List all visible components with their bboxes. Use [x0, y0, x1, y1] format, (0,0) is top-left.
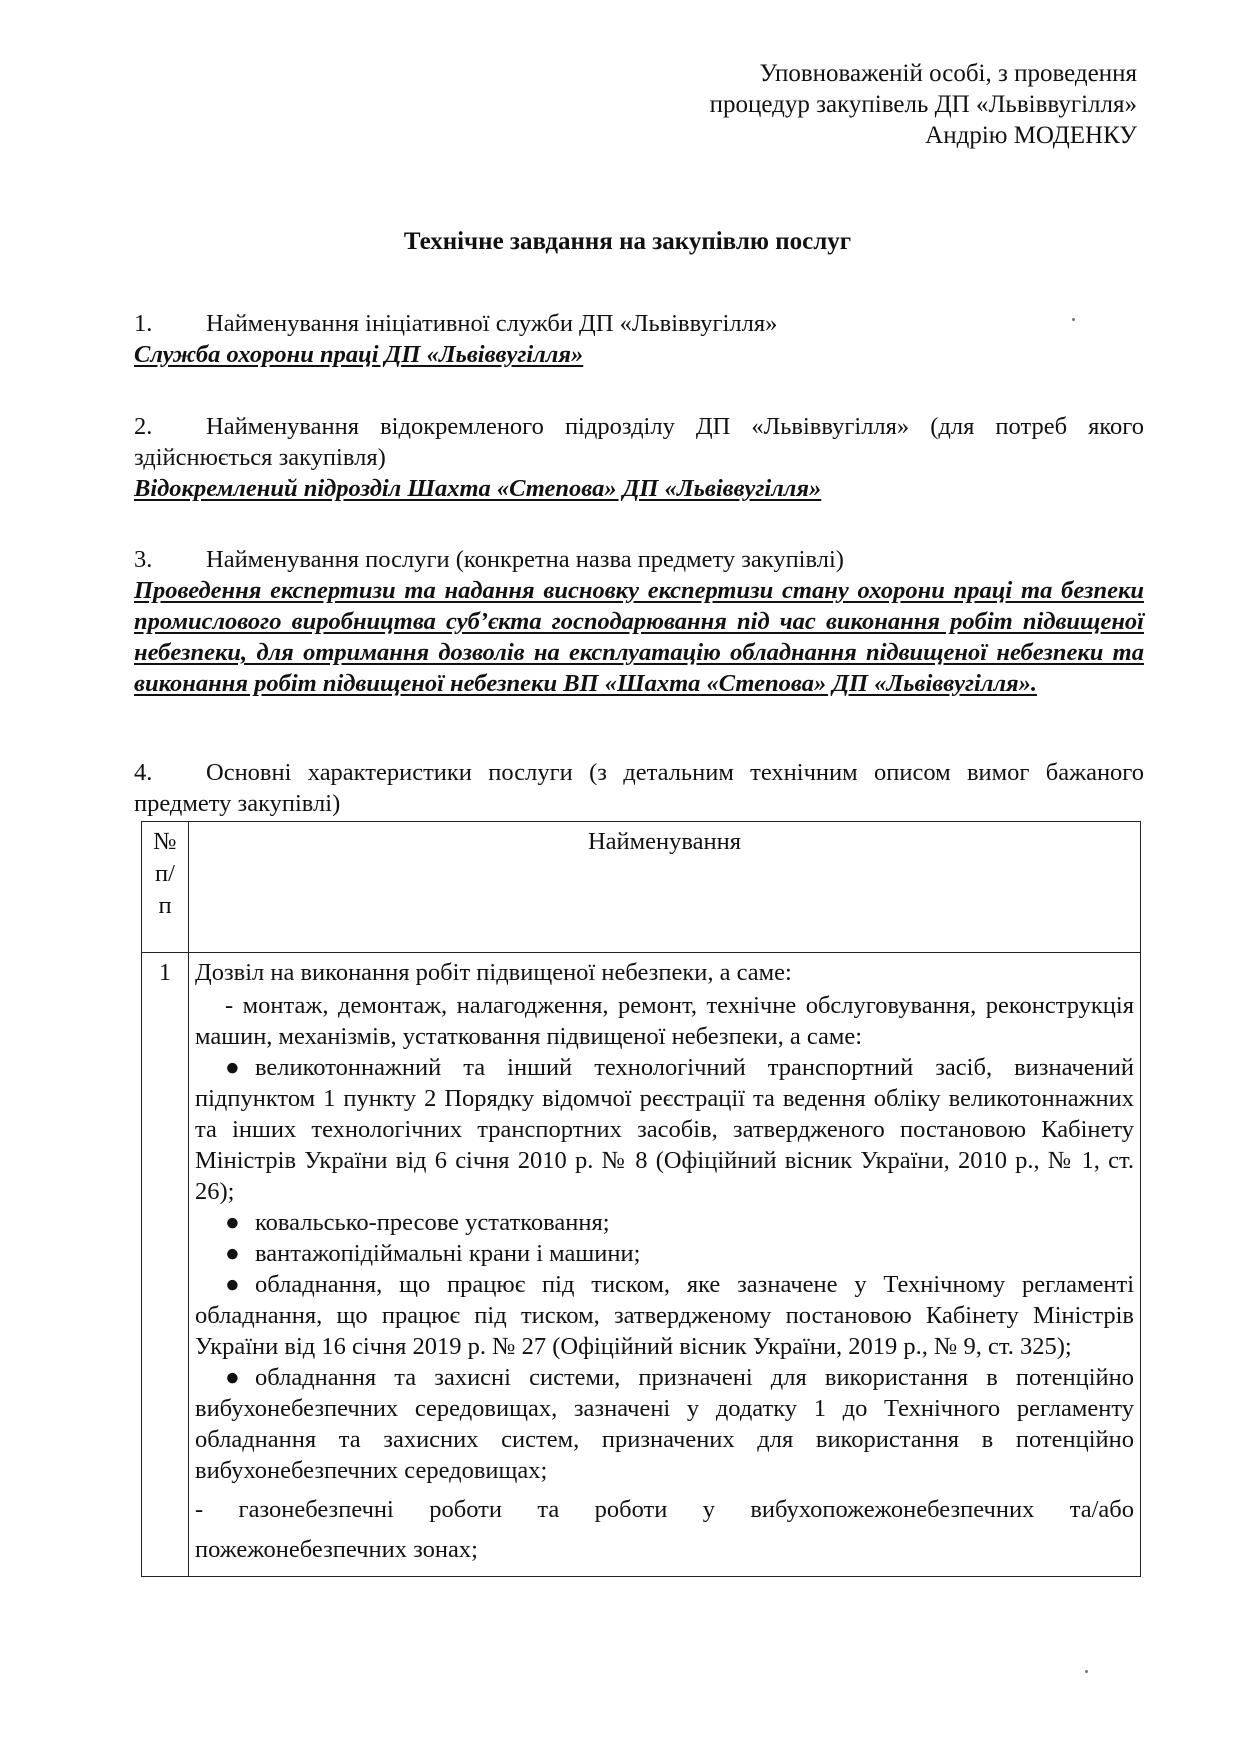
header-num-line: п/ — [155, 860, 175, 887]
header-num-line: № — [153, 828, 177, 855]
bullet-item — [195, 1269, 1134, 1362]
section-2 — [134, 411, 1144, 504]
table-row — [142, 953, 1141, 1577]
bullet-text: обладнання, що працює під тиском, яке зазначене у Технічному регламенті обладнання, що працює під тиском, затвердженому постановою Кабінету Міністрів України від 16 січня 2019 р. № 27 (Офіційний вісник України, 2019 р., № 9, ст. 325); — [195, 1271, 1134, 1360]
bullet-item — [195, 1207, 1134, 1238]
section-answer: Відокремлений підрозділ Шахта «Степова» ДП «Львіввугілля» — [134, 475, 822, 502]
column-header-name: Найменування — [189, 822, 1141, 953]
row-description — [189, 953, 1141, 1577]
section-heading — [134, 757, 1144, 819]
scan-speck — [1085, 1670, 1088, 1673]
section-heading — [134, 411, 1144, 473]
addressee-block — [577, 58, 1137, 151]
section-heading-text: Основні характеристики послуги (з детальним технічним описом вимог бажаного предмету закупівлі) — [134, 759, 1144, 817]
dash-item: - монтаж, демонтаж, налагодження, ремонт, технічне обслуговування, реконструкція машин, механізмів, устатковання підвищеної небезпеки, а саме: — [195, 992, 1134, 1050]
bullet-item — [195, 1238, 1134, 1269]
header-num-line: п — [158, 892, 172, 919]
section-4 — [134, 757, 1144, 819]
dash-item: - газонебезпечні роботи та роботи у вибухопожежонебезпечних та/або пожежонебезпечних зонах; — [195, 1496, 1134, 1563]
bullet-text: ковальсько-пресове устатковання; — [255, 1209, 610, 1236]
section-number: 3. — [134, 546, 153, 573]
section-heading-text: Найменування послуги (конкретна назва предмету закупівлі) — [206, 546, 844, 573]
bullet-text: вантажопідіймальні крани і машини; — [255, 1240, 641, 1267]
addressee-line: Андрію МОДЕНКУ — [925, 122, 1137, 149]
section-heading-text: Найменування відокремленого підрозділу ДП «Львіввугілля» (для потреб якого здійснюється закупівля) — [134, 413, 1144, 471]
column-header-number — [142, 822, 189, 953]
bullet-icon: ● — [225, 1240, 240, 1267]
addressee-line: процедур закупівель ДП «Львіввугілля» — [709, 91, 1137, 118]
bullet-icon: ● — [225, 1271, 240, 1298]
section-answer: Проведення експертизи та надання висновку експертизи стану охорони праці та безпеки промислового виробництва суб’єкта господарювання під час виконання робіт підвищеної небезпеки, для отримання дозволів на експлуатацію обладнання підвищеної небезпеки та виконання робіт підвищеної небезпеки ВП «Шахта «Степова» ДП «Львіввугілля». — [134, 577, 1144, 697]
bullet-item — [195, 1052, 1134, 1207]
section-heading-text: Найменування ініціативної служби ДП «Львіввугілля» — [206, 310, 778, 337]
section-number: 1. — [134, 310, 153, 337]
row-number: 1 — [142, 953, 189, 1577]
scan-speck — [1072, 318, 1075, 321]
document-title: Технічне завдання на закупівлю послуг — [403, 228, 852, 255]
bullet-item — [195, 1362, 1134, 1486]
section-number: 4. — [134, 759, 153, 786]
section-1 — [134, 308, 1144, 370]
bullet-icon: ● — [225, 1054, 240, 1081]
section-3 — [134, 544, 1144, 699]
bullet-text: обладнання та захисні системи, призначені для використання в потенційно вибухонебезпечних середовищах, зазначені у додатку 1 до Технічного регламенту обладнання та захисних систем, призначених для використання в потенційно вибухонебезпечних середовищах; — [195, 1364, 1134, 1484]
section-heading — [134, 308, 1144, 339]
bullet-icon: ● — [225, 1364, 240, 1391]
specification-table — [141, 821, 1141, 1577]
row-intro: Дозвіл на виконання робіт підвищеної небезпеки, а саме: — [195, 959, 792, 986]
bullet-icon: ● — [225, 1209, 240, 1236]
section-answer: Служба охорони праці ДП «Львіввугілля» — [134, 341, 584, 368]
section-number: 2. — [134, 413, 153, 440]
section-heading — [134, 544, 1144, 575]
addressee-line: Уповноваженій особі, з проведення — [759, 60, 1137, 87]
table-header-row — [142, 822, 1141, 953]
bullet-text: великотоннажний та інший технологічний транспортний засіб, визначений підпунктом 1 пункту 2 Порядку відомчої реєстрації та ведення обліку великотоннажних та інших технологічних транспортних засобів, затвердженого постановою Кабінету Міністрів України від 6 січня 2010 р. № 8 (Офіційний вісник України, 2010 р., № 1, ст. 26); — [195, 1054, 1134, 1205]
